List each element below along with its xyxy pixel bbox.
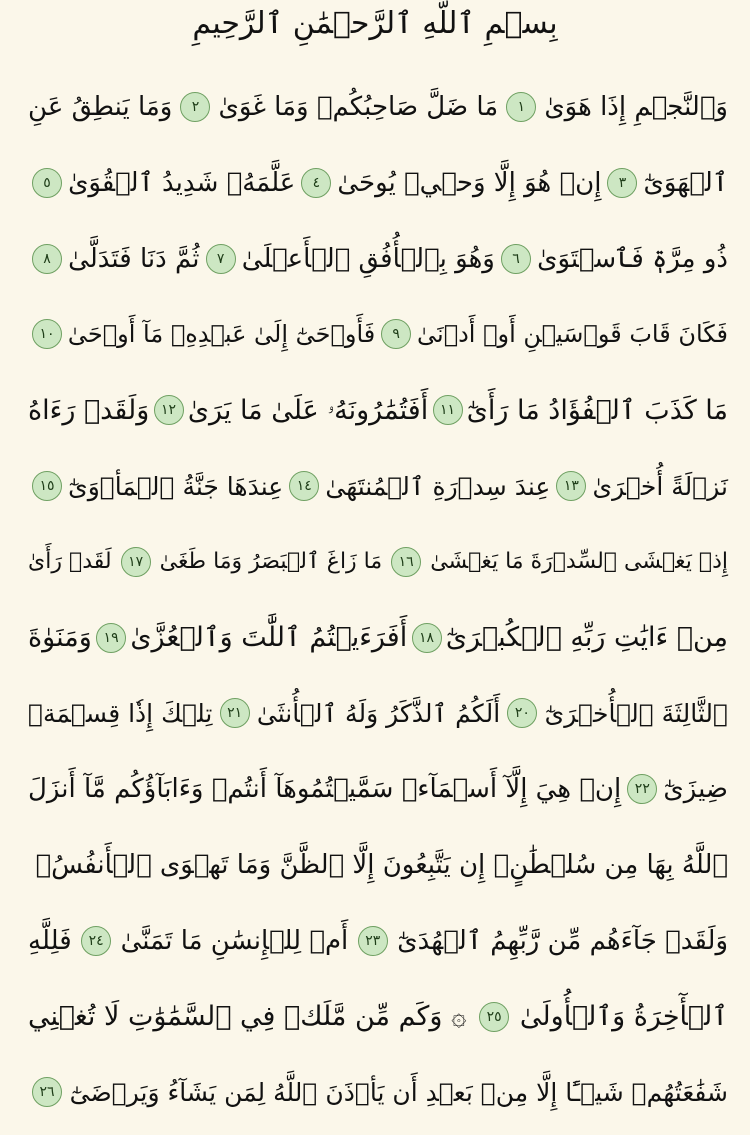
verse-text: أَفَتُمَٰرُونَهُۥ عَلَىٰ مَا يَرَىٰ: [187, 394, 429, 426]
ayah-number-marker: ٤: [301, 168, 331, 198]
ayah-number-marker: ٨: [32, 244, 62, 274]
ayah-number-marker: ١١: [433, 395, 463, 425]
verse-line: [28, 1057, 728, 1127]
verse-text: وَلَقَدۡ جَآءَهُم مِّن رَّبِّهِمُ ٱلۡهُدَىٰٓ: [397, 925, 728, 956]
verse-line: [28, 982, 728, 1052]
verse-text: ٱلثَّالِثَةَ ٱلۡأُخۡرَىٰٓ: [544, 698, 728, 728]
verse-text: مَا ضَلَّ صَاحِبُكُمۡ وَمَا غَوَىٰ: [218, 92, 499, 122]
ayah-number-marker: ١٩: [96, 623, 126, 653]
ayah-number-marker: ١٠: [32, 319, 62, 349]
ayah-number-marker: ٢١: [220, 698, 250, 728]
verse-text: وَكَم مِّن مَّلَكٖ فِي ٱلسَّمَٰوَٰتِ لَا تُغۡنِي: [28, 1001, 443, 1033]
verse-text: تِلۡكَ إِذٗا قِسۡمَةٞ: [28, 698, 213, 728]
verse-text: ضِيزَىٰٓ: [663, 774, 728, 805]
verse-text: وَمَنَوٰةَ: [28, 622, 92, 654]
ayah-number-marker: ٣: [607, 168, 637, 198]
verse-line: [28, 678, 728, 748]
verse-line: [28, 754, 728, 824]
verse-lines: [28, 72, 728, 1134]
ayah-number-marker: ٢٠: [507, 698, 537, 728]
verse-text: عِندَهَا جَنَّةُ ٱلۡمَأۡوَىٰٓ: [68, 471, 284, 501]
verse-text: أَفَرَءَيۡتُمُ ٱللَّٰتَ وَٱلۡعُزَّىٰ: [130, 622, 408, 654]
ayah-number-marker: ١٧: [121, 547, 151, 577]
ayah-number-marker: ١٥: [32, 471, 62, 501]
ayah-number-marker: ١: [506, 92, 536, 122]
verse-line: [28, 299, 728, 369]
verse-text: ثُمَّ دَنَا فَتَدَلَّىٰ: [68, 243, 200, 274]
verse-text: ذُو مِرَّةٖ فَٱسۡتَوَىٰ: [537, 243, 728, 274]
verse-text: شَفَٰعَتُهُمۡ شَيۡـًٔا إِلَّا مِنۢ بَعۡدِ أَن يَأۡذَنَ ٱللَّهُ لِمَن يَشَآءُ وَيَرۡضَىٰٓ: [69, 1077, 728, 1107]
verse-text: وَٱلنَّجۡمِ إِذَا هَوَىٰ: [544, 92, 728, 122]
ayah-number-marker: ٥: [32, 168, 62, 198]
verse-line: [28, 527, 728, 597]
ayah-number-marker: ١٨: [412, 623, 442, 653]
verse-text: وَمَا يَنطِقُ عَنِ: [28, 92, 173, 122]
ayah-number-marker: ٢: [180, 92, 210, 122]
verse-line: [28, 830, 728, 900]
verse-line: [28, 451, 728, 521]
verse-line: [28, 375, 728, 445]
verse-text: عِندَ سِدۡرَةِ ٱلۡمُنتَهَىٰ: [325, 471, 551, 501]
ayah-number-marker: ٩: [381, 319, 411, 349]
verse-text: إِنۡ هُوَ إِلَّا وَحۡيٞ يُوحَىٰ: [337, 167, 602, 198]
verse-text: ٱللَّهُ بِهَا مِن سُلۡطَٰنٍۚ إِن يَتَّبِعُونَ إِلَّا ٱلظَّنَّ وَمَا تَهۡوَى ٱلۡأَنفُسُۖ: [35, 850, 728, 880]
ayah-number-marker: ١٣: [556, 471, 586, 501]
verse-text: فَأَوۡحَىٰٓ إِلَىٰ عَبۡدِهِۦ مَآ أَوۡحَىٰ: [67, 320, 376, 349]
ayah-number-marker: ٢٢: [627, 774, 657, 804]
ayah-number-marker: ٦: [501, 244, 531, 274]
verse-text: وَلَقَدۡ رَءَاهُ: [28, 394, 150, 426]
ayah-number-marker: ٧: [206, 244, 236, 274]
surah-header: [0, 0, 750, 48]
ayah-number-marker: ١٤: [289, 471, 319, 501]
verse-text: ٱلۡهَوَىٰٓ: [643, 167, 728, 198]
verse-line: [28, 72, 728, 142]
verse-text: أَمۡ لِلۡإِنسَٰنِ مَا تَمَنَّىٰ: [120, 925, 349, 956]
ayah-number-marker: ١٦: [391, 547, 421, 577]
ayah-number-marker: ٢٣: [358, 926, 388, 956]
verse-text: عَلَّمَهُۥ شَدِيدُ ٱلۡقُوَىٰ: [68, 167, 296, 198]
verse-text: مِنۡ ءَايَٰتِ رَبِّهِ ٱلۡكُبۡرَىٰٓ: [445, 622, 728, 654]
ayah-number-marker: ١٢: [154, 395, 184, 425]
hizb-star-icon: ۞: [451, 1001, 467, 1032]
verse-text: فَكَانَ قَابَ قَوۡسَيۡنِ أَوۡ أَدۡنَىٰ: [417, 320, 728, 349]
basmala: بِسۡمِ ٱللَّهِ ٱلرَّحۡمَٰنِ ٱلرَّحِيمِ: [192, 6, 558, 41]
verse-text: فَلِلَّهِ: [28, 925, 72, 956]
verse-text: إِنۡ هِيَ إِلَّآ أَسۡمَآءٞ سَمَّيۡتُمُوهَآ أَنتُمۡ وَءَابَآؤُكُم مَّآ أَنزَلَ: [28, 774, 622, 805]
ayah-number-marker: ٢٦: [32, 1077, 62, 1107]
verse-text: مَا زَاغَ ٱلۡبَصَرُ وَمَا طَغَىٰ: [159, 548, 383, 574]
ayah-number-marker: ٢٥: [479, 1002, 509, 1032]
ayah-number-marker: ٢٤: [81, 926, 111, 956]
verse-line: [28, 148, 728, 218]
verse-text: ٱلۡأٓخِرَةُ وَٱلۡأُولَىٰ: [519, 1001, 728, 1033]
verse-text: أَلَكُمُ ٱلذَّكَرُ وَلَهُ ٱلۡأُنثَىٰ: [256, 698, 501, 728]
verse-line: [28, 906, 728, 976]
verse-text: نَزۡلَةً أُخۡرَىٰ: [592, 471, 728, 501]
verse-text: لَقَدۡ رَأَىٰ: [28, 548, 112, 574]
verse-line: [28, 603, 728, 673]
verse-text: مَا كَذَبَ ٱلۡفُؤَادُ مَا رَأَىٰٓ: [466, 394, 728, 426]
verse-line: [28, 224, 728, 294]
verse-text: إِذۡ يَغۡشَى ٱلسِّدۡرَةَ مَا يَغۡشَىٰ: [430, 548, 728, 574]
verse-text: وَهُوَ بِٱلۡأُفُقِ ٱلۡأَعۡلَىٰ: [241, 243, 495, 274]
